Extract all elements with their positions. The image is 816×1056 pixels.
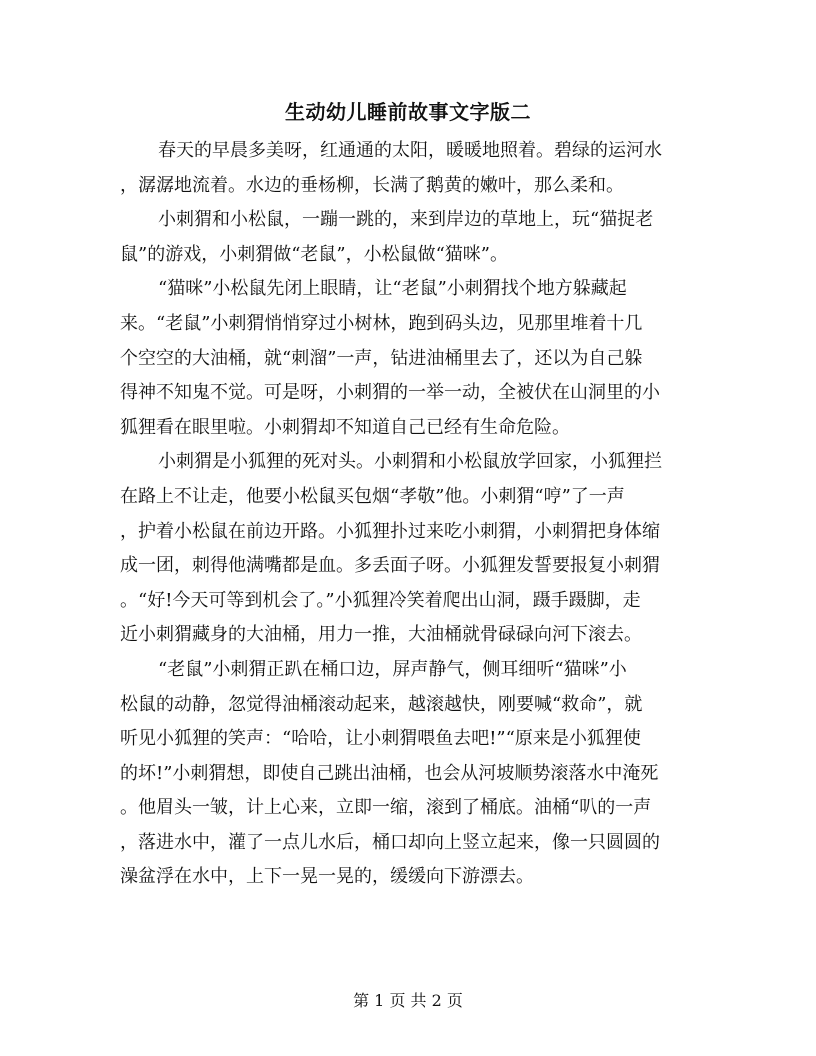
text-line: 。他眉头一皱，计上心来，立即一缩，滚到了桶底。油桶“叭的一声	[120, 797, 652, 819]
text-line: 听见小狐狸的笑声：“哈哈，让小刺猬喂鱼去吧!”“原来是小狐狸使	[120, 728, 641, 750]
document-title: 生动幼儿睡前故事文字版二	[285, 100, 531, 124]
text-line: ，落进水中，灌了一点儿水后，桶口却向上竖立起来，像一只圆圆的	[120, 831, 660, 853]
paragraph-2	[120, 203, 692, 272]
text-line: 成一团，刺得他满嘴都是血。多丢面子呀。小狐狸发誓要报复小刺猬	[120, 555, 660, 577]
text-line: 。“好!今天可等到机会了。”小狐狸冷笑着爬出山洞，蹑手蹑脚，走	[120, 589, 641, 611]
text-line: “猫咪”小松鼠先闭上眼睛，让“老鼠”小刺猬找个地方躲藏起	[158, 278, 627, 300]
paragraph-1	[120, 134, 692, 203]
text-line: 小刺猬和小松鼠，一蹦一跳的，来到岸边的草地上，玩“猫捉老	[158, 209, 654, 231]
text-line: 来。“老鼠”小刺猬悄悄穿过小树林，跑到码头边，见那里堆着十几	[120, 312, 643, 334]
page-number: 第 1 页 共 2 页	[353, 991, 463, 1010]
text-line: 在路上不让走，他要小松鼠买包烟“孝敬”他。小刺猬“哼”了一声	[120, 485, 625, 507]
text-line: 得神不知鬼不觉。可是呀，小刺猬的一举一动，全被伏在山洞里的小	[120, 382, 660, 404]
text-line: 个空空的大油桶，就“刺溜”一声，钻进油桶里去了，还以为自己躲	[120, 347, 643, 369]
document-body	[120, 134, 692, 895]
paragraph-5	[120, 653, 692, 895]
text-line: “老鼠”小刺猬正趴在桶口边，屏声静气，侧耳细听“猫咪”小	[158, 658, 627, 680]
text-line: 狐狸看在眼里啦。小刺猬却不知道自己已经有生命危险。	[120, 416, 570, 438]
text-line: 春天的早晨多美呀，红通通的太阳，暖暖地照着。碧绿的运河水	[158, 140, 662, 161]
text-line: 的坏!”小刺猬想，即使自己跳出油桶，也会从河坡顺势滚落水中淹死	[120, 762, 659, 784]
paragraph-3	[120, 272, 692, 445]
text-line: 松鼠的动静，忽觉得油桶滚动起来，越滚越快，刚要喊“救命”，就	[120, 693, 643, 715]
text-line: 鼠”的游戏，小刺猬做“老鼠”，小松鼠做“猫咪”。	[120, 243, 509, 265]
text-line: ，潺潺地流着。水边的垂杨柳，长满了鹅黄的嫩叶，那么柔和。	[120, 174, 624, 196]
paragraph-4	[120, 445, 692, 653]
text-line: ，护着小松鼠在前边开路。小狐狸扑过来吃小刺猬，小刺猬把身体缩	[120, 520, 660, 542]
text-line: 近小刺猬藏身的大油桶，用力一推，大油桶就骨碌碌向河下滚去。	[120, 624, 642, 646]
text-line: 澡盆浮在水中，上下一晃一晃的，缓缓向下游漂去。	[120, 866, 534, 888]
text-line: 小刺猬是小狐狸的死对头。小刺猬和小松鼠放学回家，小狐狸拦	[158, 451, 662, 473]
